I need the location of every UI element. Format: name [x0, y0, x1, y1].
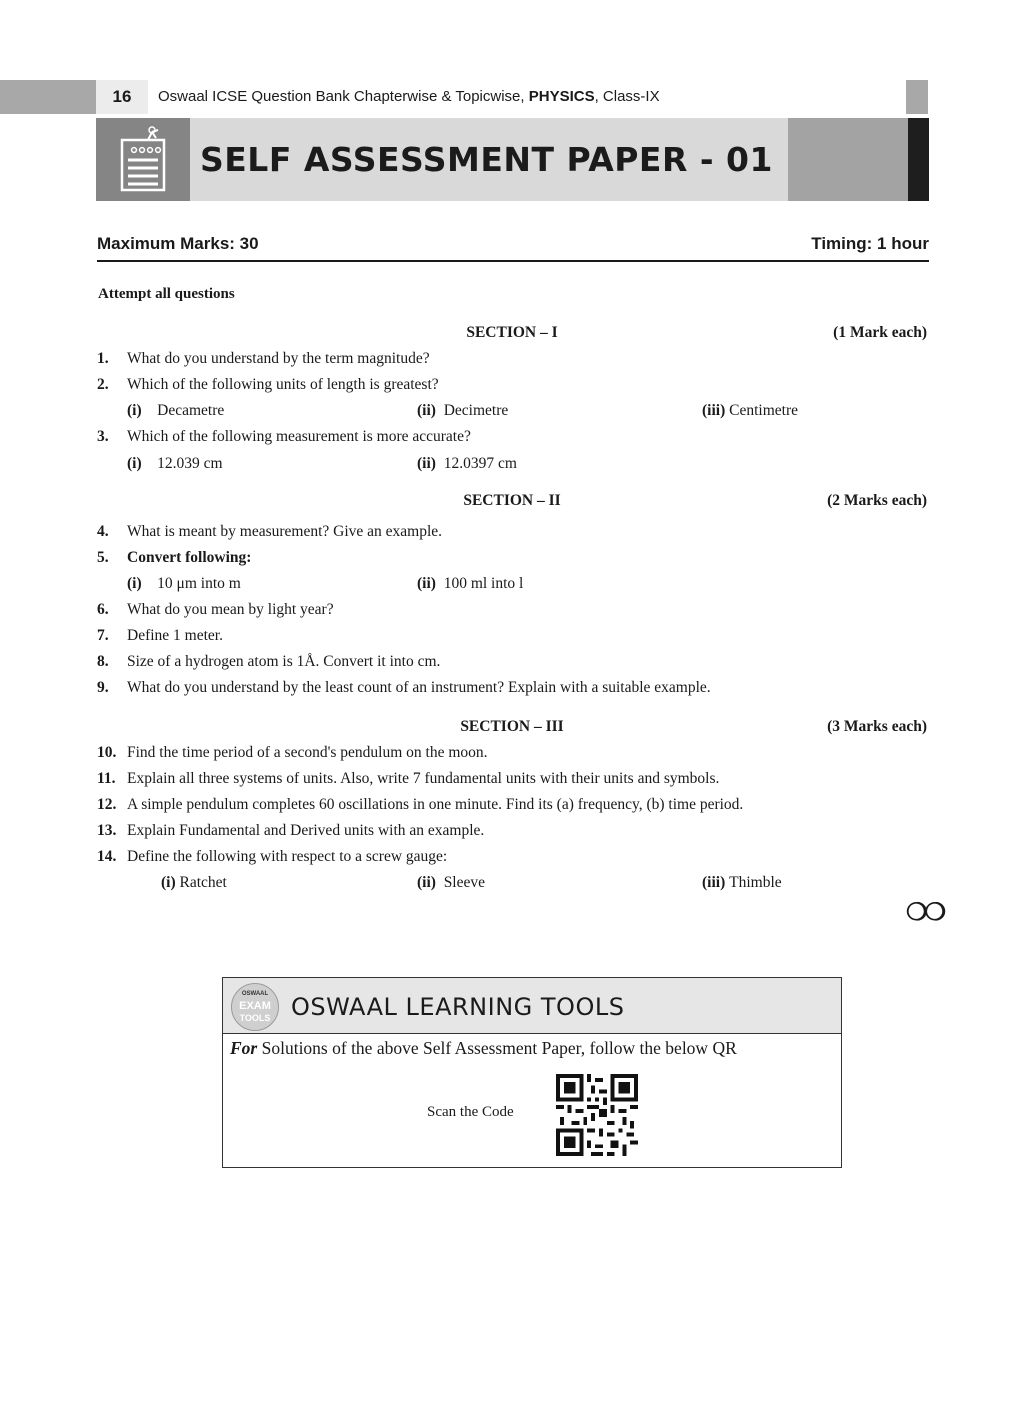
- section-marks: (3 Marks each): [827, 718, 927, 735]
- option: [702, 874, 782, 892]
- test-paper-icon: [96, 118, 190, 201]
- question-number: 12.: [97, 796, 117, 813]
- option-key: (i): [127, 455, 142, 472]
- question-text: Define 1 meter.: [127, 627, 223, 644]
- option: [127, 455, 223, 473]
- question-text: What do you understand by the least count of an instrument? Explain with a suitable example.: [127, 679, 711, 696]
- running-header: [158, 80, 660, 114]
- option: [702, 402, 798, 420]
- option-text: Thimble: [729, 874, 782, 891]
- question-number: 5.: [97, 549, 109, 566]
- option-key: (ii): [417, 575, 436, 592]
- option-text: Centimetre: [729, 402, 798, 419]
- option-text: 10 μm into m: [157, 575, 241, 592]
- assessment-icon-box: [96, 118, 190, 201]
- page-title: SELF ASSESSMENT PAPER - 01: [200, 140, 773, 179]
- header-right-bar: [906, 80, 928, 114]
- option-text: 100 ml into l: [443, 575, 524, 592]
- option: [417, 575, 523, 593]
- title-band-accent: [788, 118, 908, 201]
- question-number: 3.: [97, 428, 109, 445]
- question-number: 1.: [97, 350, 109, 367]
- question-text: Find the time period of a second's pendulum on the moon.: [127, 744, 488, 761]
- question-text: Define the following with respect to a screw gauge:: [127, 848, 448, 865]
- option: [417, 402, 508, 420]
- question-number: 7.: [97, 627, 109, 644]
- section-marks: (1 Mark each): [833, 324, 927, 341]
- solutions-note: [230, 1038, 737, 1059]
- for-label: For: [230, 1038, 258, 1058]
- learning-tools-heading: OSWAAL LEARNING TOOLS: [291, 993, 625, 1021]
- learning-tools-box: [222, 977, 842, 1168]
- option: [417, 874, 485, 892]
- option-key: (iii): [702, 874, 726, 891]
- section-title: SECTION – I: [466, 324, 558, 341]
- instruction: Attempt all questions: [98, 286, 235, 302]
- page-number: 16: [96, 80, 148, 114]
- question-number: 9.: [97, 679, 109, 696]
- book-title-prefix: Oswaal ICSE Question Bank Chapterwise & Topicwise,: [158, 88, 529, 105]
- option: [417, 455, 517, 473]
- logo-text-bottom: TOOLS: [239, 1013, 271, 1023]
- logo-text-top: OSWAAL: [241, 991, 269, 997]
- question-text: Which of the following measurement is more accurate?: [127, 428, 471, 445]
- question-text: Size of a hydrogen atom is 1Å. Convert it into cm.: [127, 653, 441, 670]
- exam-tools-logo: [231, 983, 279, 1031]
- section-title: SECTION – III: [460, 718, 564, 735]
- scan-label: Scan the Code: [427, 1104, 514, 1120]
- question-text: What is meant by measurement? Give an example.: [127, 523, 443, 540]
- logo-text-mid: EXAM: [239, 1000, 271, 1012]
- book-subject: PHYSICS: [528, 88, 595, 105]
- question-number: 14.: [97, 848, 117, 865]
- book-title-suffix: , Class-IX: [594, 88, 660, 105]
- question-number: 6.: [97, 601, 109, 618]
- option: [127, 575, 241, 593]
- section-marks: (2 Marks each): [827, 492, 927, 509]
- option-key: (ii): [417, 874, 436, 891]
- question-text: Which of the following units of length is greatest?: [127, 376, 439, 393]
- marks-timing-row: [97, 234, 929, 262]
- question-text: What do you understand by the term magnitude?: [127, 350, 430, 367]
- end-mark: ❍❍: [906, 900, 944, 926]
- option-key: (ii): [417, 402, 436, 419]
- question-text: A simple pendulum completes 60 oscillations in one minute. Find its (a) frequency, (b) time period.: [127, 796, 744, 813]
- header-left-bar: [0, 80, 96, 114]
- timing: Timing: 1 hour: [811, 234, 929, 253]
- title-band: [96, 118, 929, 201]
- max-marks: Maximum Marks: 30: [97, 234, 259, 253]
- question-text: Convert following:: [127, 549, 252, 566]
- learning-tools-header: [223, 978, 841, 1034]
- option-key: (iii): [702, 402, 726, 419]
- qr-code-icon[interactable]: [556, 1074, 638, 1156]
- option-key: (ii): [417, 455, 436, 472]
- title-band-dark-accent: [908, 118, 929, 201]
- option-key: (i): [127, 402, 142, 419]
- option-key: (i): [161, 874, 176, 891]
- option: [161, 874, 227, 892]
- for-text: Solutions of the above Self Assessment Paper, follow the below QR: [257, 1038, 737, 1058]
- option-text: Decimetre: [443, 402, 509, 419]
- question-number: 8.: [97, 653, 109, 670]
- option-text: 12.039 cm: [157, 455, 223, 472]
- question-text: Explain Fundamental and Derived units with an example.: [127, 822, 485, 839]
- question-text: Explain all three systems of units. Also, write 7 fundamental units with their units and symbols.: [127, 770, 720, 787]
- question-number: 2.: [97, 376, 109, 393]
- option-text: Ratchet: [179, 874, 227, 891]
- section-title: SECTION – II: [463, 492, 561, 509]
- question-number: 11.: [97, 770, 116, 787]
- option: [127, 402, 224, 420]
- question-number: 13.: [97, 822, 117, 839]
- question-number: 4.: [97, 523, 109, 540]
- question-text: What do you mean by light year?: [127, 601, 334, 618]
- option-text: 12.0397 cm: [443, 455, 517, 472]
- question-number: 10.: [97, 744, 117, 761]
- option-text: Sleeve: [443, 874, 486, 891]
- option-key: (i): [127, 575, 142, 592]
- option-text: Decametre: [157, 402, 225, 419]
